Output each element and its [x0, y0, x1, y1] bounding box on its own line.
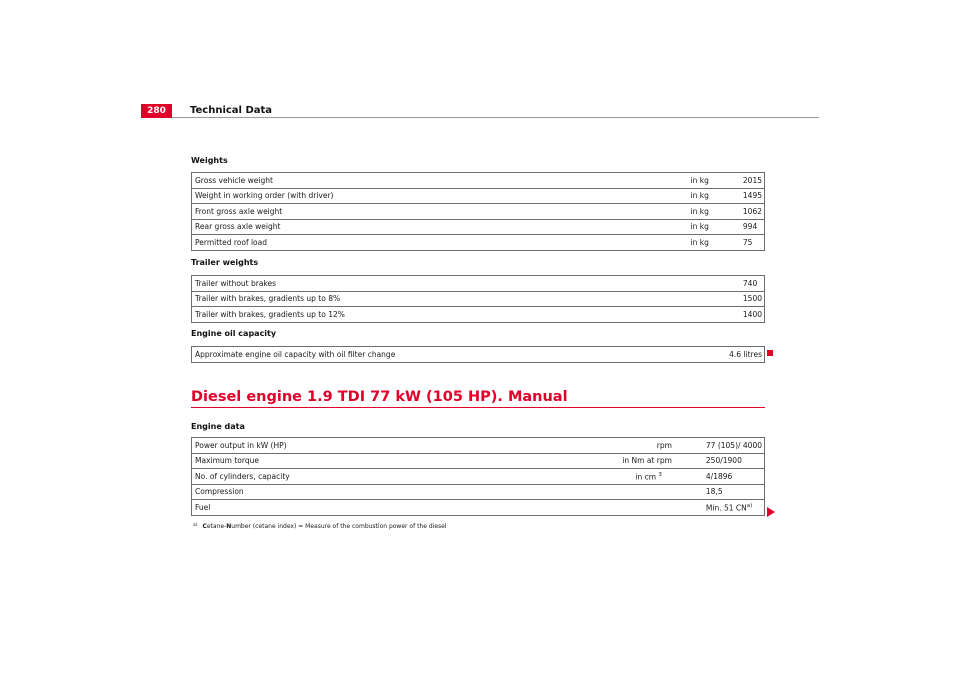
row-label: Permitted roof load	[192, 235, 460, 251]
row-unit: in kg	[460, 235, 711, 251]
row-label: Gross vehicle weight	[192, 173, 460, 189]
unit-text: in cm	[635, 472, 657, 481]
row-label: Trailer with brakes, gradients up to 8%	[192, 291, 462, 307]
row-label: Compression	[192, 484, 439, 500]
table-row	[192, 307, 765, 323]
engine-oil-table	[191, 346, 765, 363]
table-row	[192, 453, 765, 469]
table-row	[192, 204, 765, 220]
row-value: 1400	[711, 307, 765, 323]
row-unit: in kg	[460, 204, 711, 220]
row-label: Maximum torque	[192, 453, 439, 469]
footnote	[193, 523, 447, 530]
row-unit	[462, 307, 711, 323]
footnote-text-part: etane-	[206, 523, 227, 530]
row-label: Rear gross axle weight	[192, 219, 460, 235]
row-value: 1495	[711, 188, 765, 204]
table-row	[192, 484, 765, 500]
row-value: 1062	[711, 204, 765, 220]
row-value: 18,5	[674, 484, 765, 500]
weights-table	[191, 172, 765, 251]
engine-section-title: Diesel engine 1.9 TDI 77 kW (105 HP). Manual	[191, 389, 568, 405]
table-row	[192, 469, 765, 485]
footnote-letter-c: C	[202, 523, 207, 530]
weights-heading: Weights	[191, 156, 228, 165]
table-row	[192, 188, 765, 204]
row-unit	[439, 484, 674, 500]
table-row	[192, 500, 765, 516]
value-text: Min. 51 CN	[705, 503, 747, 512]
row-value: 4/1896	[674, 469, 765, 485]
table-row	[192, 235, 765, 251]
footnote-reference[interactable]: a)	[746, 502, 753, 509]
row-label: Fuel	[192, 500, 439, 516]
table-row	[192, 219, 765, 235]
row-unit	[439, 500, 674, 516]
engine-data-table	[191, 437, 765, 516]
row-unit	[462, 291, 711, 307]
header-divider	[172, 117, 819, 118]
page-title: Technical Data	[190, 105, 273, 116]
section-end-marker	[767, 350, 773, 356]
row-value: 994	[711, 219, 765, 235]
row-value	[674, 500, 765, 516]
row-unit: in kg	[460, 173, 711, 189]
footnote-marker: a)	[193, 523, 198, 528]
row-value: 2015	[711, 173, 765, 189]
row-value: 1500	[711, 291, 765, 307]
continue-arrow-icon	[767, 507, 775, 517]
row-value: 740	[711, 276, 765, 292]
row-unit: in kg	[460, 219, 711, 235]
page-number: 280	[141, 104, 172, 118]
unit-superscript: 3	[658, 471, 662, 478]
table-row	[192, 347, 765, 363]
row-label: Power output in kW (HP)	[192, 438, 439, 454]
footnote-text-part: umber (cetane index) = Measure of the combustion power of the diesel	[231, 523, 447, 530]
footnote-letter-n: N	[226, 523, 232, 530]
table-row	[192, 438, 765, 454]
row-unit: in Nm at rpm	[439, 453, 674, 469]
row-unit	[463, 347, 697, 363]
row-label: Approximate engine oil capacity with oil filter change	[192, 347, 464, 363]
engine-data-heading: Engine data	[191, 422, 245, 431]
row-label: Trailer with brakes, gradients up to 12%	[192, 307, 462, 323]
row-label: Weight in working order (with driver)	[192, 188, 460, 204]
row-unit	[439, 469, 674, 485]
table-row	[192, 291, 765, 307]
row-label: Trailer without brakes	[192, 276, 462, 292]
row-unit: in kg	[460, 188, 711, 204]
row-value: 75	[711, 235, 765, 251]
row-unit	[462, 276, 711, 292]
row-value: 77 (105)/ 4000	[674, 438, 765, 454]
row-label: Front gross axle weight	[192, 204, 460, 220]
engine-section-divider	[191, 407, 765, 408]
engine-oil-heading: Engine oil capacity	[191, 329, 277, 338]
trailer-weights-heading: Trailer weights	[191, 258, 259, 267]
row-unit: rpm	[439, 438, 674, 454]
row-value: 4.6 litres	[697, 347, 764, 363]
table-row	[192, 173, 765, 189]
row-value: 250/1900	[674, 453, 765, 469]
trailer-weights-table	[191, 275, 765, 323]
row-label: No. of cylinders, capacity	[192, 469, 439, 485]
table-row	[192, 276, 765, 292]
